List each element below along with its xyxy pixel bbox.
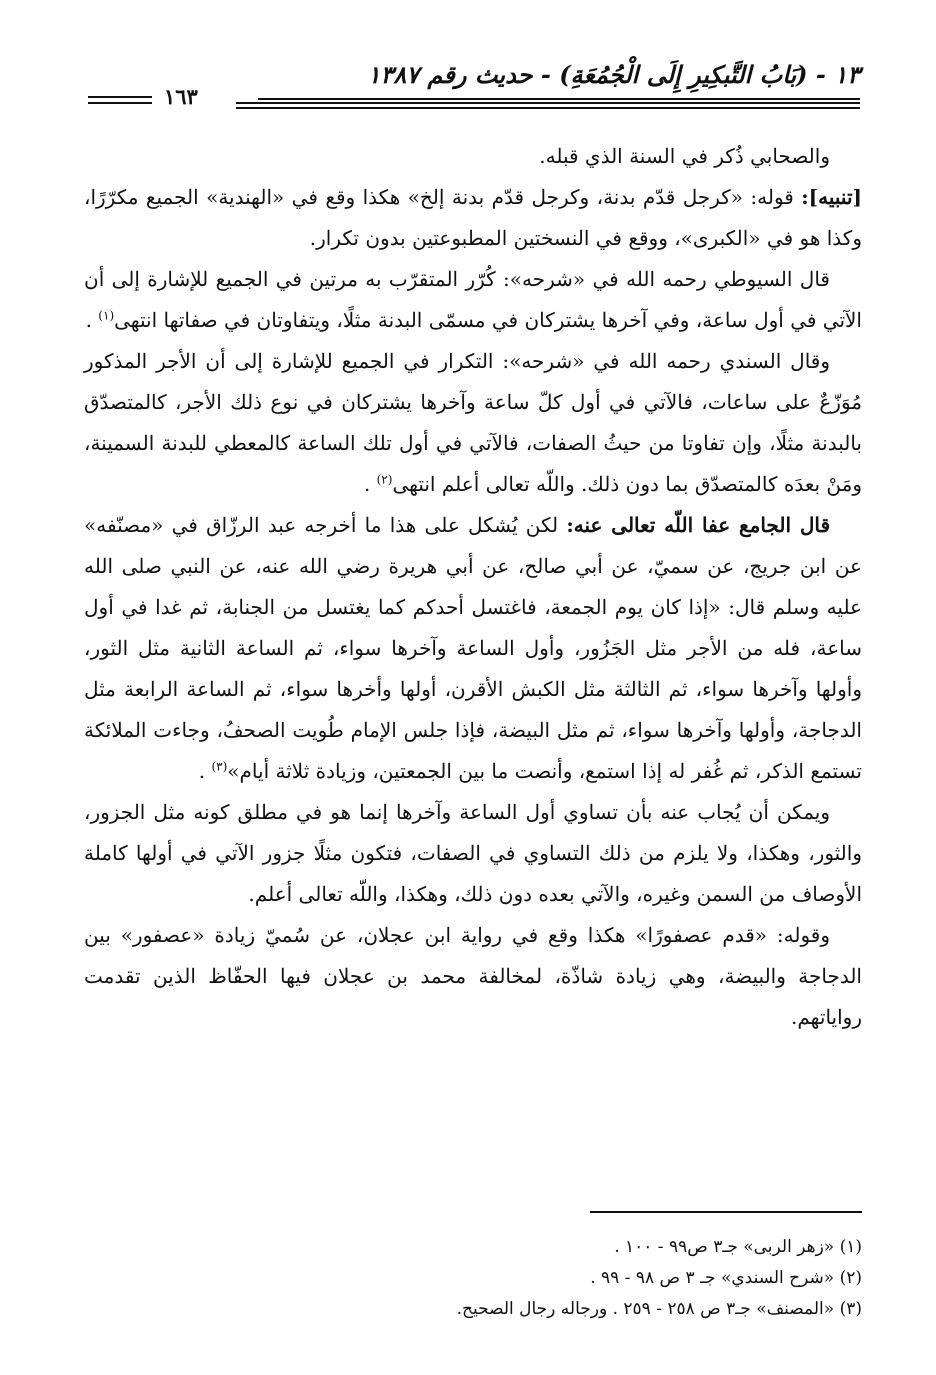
footnote: (١) «زهر الربى» جـ٣ ص٩٩ - ١٠٠ . [614, 1237, 862, 1257]
footnote-separator [590, 1211, 862, 1213]
paragraph-text: قال السيوطي رحمه الله في «شرحه»: كُرّر المتقرّب به مرتين في الجميع للإشارة إلى أن الآتي في أول ساعة، وفي آخرها يشتركان في مسمّى البدنة مثلًا، ويتفاوتان في صفاتها انتهى [84, 267, 862, 332]
paragraph [84, 136, 862, 177]
note-label: [تنبيه]: [801, 185, 862, 209]
main-text [84, 136, 862, 1038]
paragraph-text: والصحابي ذُكر في السنة الذي قبله. [539, 144, 830, 168]
paragraph-end: . [363, 472, 371, 496]
paragraph-text: لكن يُشكل على هذا ما أخرجه عبد الرزّاق في «مصنّفه» عن ابن جريج، عن سميّ، عن أبي صالح، عن أبي هريرة رضي الله عنه، عن النبي صلى الله عليه وسلم قال: «إذا كان يوم الجمعة، فاغتسل أحدكم كما يغتسل من الجنابة، ثم غدا في أول ساعة، فله من الأجر مثل الجَزُور، وأول الساعة وآخرها سواء، ثم الساعة الثانية مثل الثور، وأولها وآخرها سواء، ثم الثالثة مثل الكبش الأقرن، أولها وأخرها سواء، ثم الساعة الرابعة مثل الدجاجة، وأولها وآخرها سواء، ثم مثل البيضة، فإذا جلس الإمام طُويت الصحفُ، وجاءت الملائكة تستمع الذكر، ثم غُفر له إذا استمع، وأنصت ما بين الجمعتين، وزيادة ثلاثة أيام» [84, 513, 862, 783]
paragraph [84, 259, 862, 341]
running-title: ١٣ - (بَابُ التَّبكِيرِ إِلَى الْجُمُعَةِ) - حديث رقم ١٣٨٧ [367, 60, 860, 89]
paragraph-text: وقال السندي رحمه الله في «شرحه»: التكرار في الجميع للإشارة إلى أن الأجر المذكور مُوَزّعٌ على ساعات، فالآتي في أول كلّ ساعة وآخرها يشتركان في نوع ذلك الأجر، كالمتصدّق بالبدنة مثلًا، وإن تفاوتا من حيثُ الصفات، فالآتي في أول تلك الساعة كالمعطي للبدنة السمينة، ومَنْ بعدَه كالمتصدّق بما دون ذلك. واللّه تعالى أعلم انتهى [84, 349, 862, 496]
footnotes [84, 1232, 862, 1325]
paragraph [84, 505, 862, 792]
header-double-rule-right [236, 107, 860, 109]
header-double-rule-right [236, 102, 860, 104]
paragraph-text: قوله: «كرجل قدّم بدنة، وكرجل قدّم بدنة إلخ» هكذا وقع في «الهندية» الجميع مكرّرًا، وكذا هو في «الكبرى»، ووقع في النسختين المطبوعتين بدون تكرار. [84, 185, 862, 250]
footnote: (٣) «المصنف» جـ٣ ص ٢٥٨ - ٢٥٩ . ورجاله رجال الصحيح. [456, 1299, 862, 1319]
footnote-ref[interactable]: (١) [98, 308, 115, 323]
page-number: ١٦٣ [164, 84, 198, 109]
header-double-rule-left [88, 102, 152, 104]
paragraph [84, 341, 862, 505]
footnote-ref[interactable]: (٢) [376, 472, 393, 487]
paragraph-end: . [198, 759, 206, 783]
author-remark-label: قال الجامع عفا اللّه تعالى عنه: [566, 513, 831, 537]
header-rule [258, 98, 860, 100]
footnote: (٢) «شرح السندي» جـ ٣ ص ٩٨ - ٩٩ . [590, 1268, 862, 1288]
paragraph [84, 792, 862, 915]
page-header [88, 58, 860, 114]
footnote-ref[interactable]: (٣) [211, 759, 228, 774]
paragraph-text: وقوله: «قدم عصفورًا» هكذا وقع في رواية ابن عجلان، عن سُميّ زيادة «عصفور» بين الدجاجة والبيضة، وهي زيادة شاذّة، لمخالفة محمد بن عجلان فيها الحفّاظ الذين تقدمت رواياتهم. [84, 923, 862, 1029]
paragraph-end: . [85, 308, 92, 332]
paragraph-note [84, 177, 862, 259]
paragraph [84, 915, 862, 1038]
header-double-rule-left [88, 96, 152, 98]
paragraph-text: ويمكن أن يُجاب عنه بأن تساوي أول الساعة وآخرها إنما هو في مطلق كونه مثل الجزور، والثور، وهكذا، ولا يلزم من ذلك التساوي في الصفات، فتكون مثلًا جزور الآتي في أولها كاملة الأوصاف من السمن وغيره، والآتي بعده دون ذلك، وهكذا، واللّه تعالى أعلم. [84, 800, 862, 906]
